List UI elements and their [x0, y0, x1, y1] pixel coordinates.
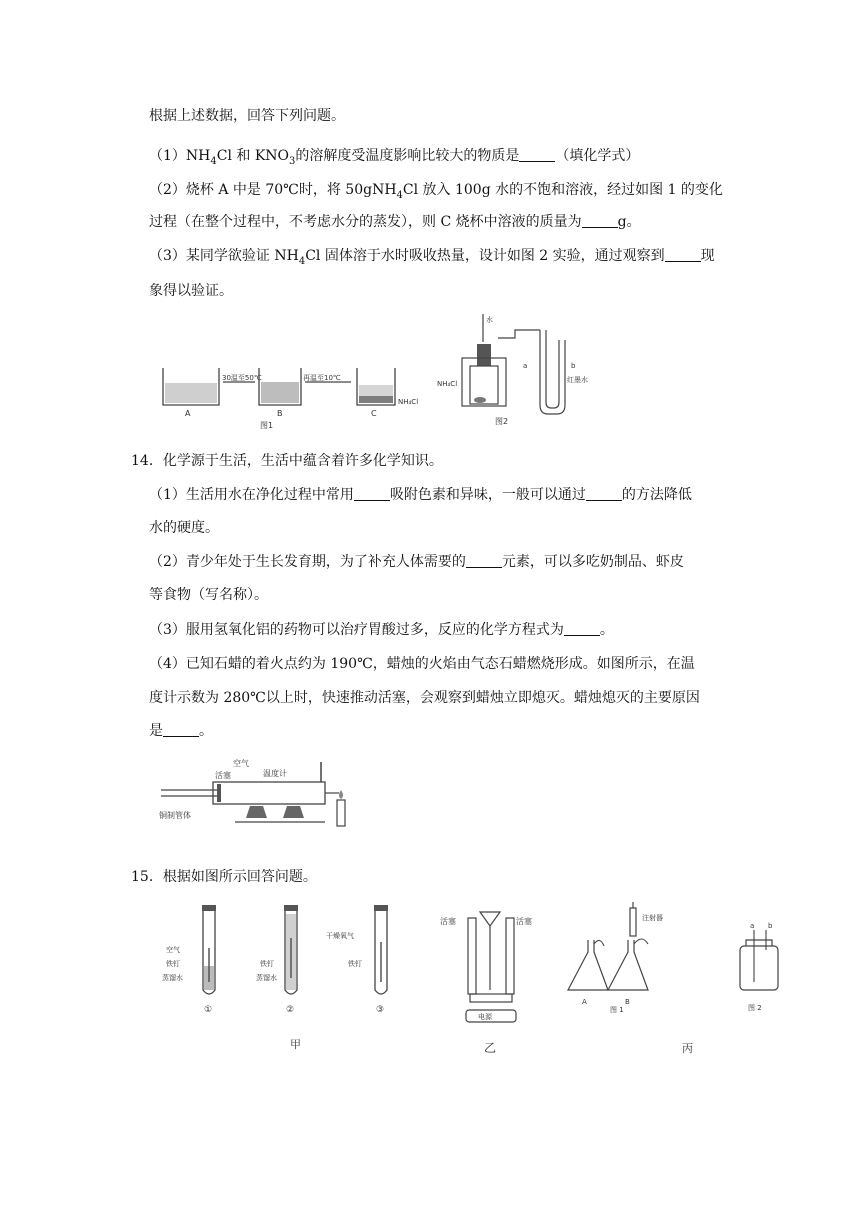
nh4cl-label-c: NH₄Cl: [398, 398, 419, 406]
step1-label: 30温至50℃: [222, 374, 262, 382]
q13-part2-line2: 过程（在整个过程中，不考虑水分的蒸发），则 C 烧杯中溶液的质量为 g。: [149, 214, 641, 230]
flask-a-label: A: [582, 998, 587, 1006]
q13-part3-line2: 象得以验证。: [149, 283, 233, 299]
nail-label-1: 铁钉: [166, 960, 180, 968]
piston-right-label: 活塞: [516, 917, 532, 926]
beaker-c-label: C: [371, 409, 377, 418]
port-a-label: a: [750, 922, 755, 930]
q14-title: 14．化学源于生活，生活中蕴含着许多化学知识。: [131, 453, 443, 469]
q13-part2-line1: （2）烧杯 A 中是 70℃时，将 50gNH$_4$Cl 放入 100g 水的不饱和溶液，经过如图 1 的变化: [149, 182, 723, 201]
q13-figure: [155, 310, 605, 435]
copper-tube-label: 铜制管体: [159, 811, 191, 820]
figure2-caption: 图 2: [748, 1004, 762, 1012]
group-yi-label: 乙: [484, 1041, 497, 1055]
piston-left-label: 活塞: [440, 917, 456, 926]
water-label-2: 蒸馏水: [256, 974, 277, 982]
answer-blank[interactable]: [466, 553, 502, 568]
tube-number-2: ②: [286, 1005, 295, 1015]
red-ink-label: 红墨水: [567, 376, 588, 384]
beaker-a-label: A: [185, 409, 191, 418]
q14-part4-line1: （4）已知石蜡的着火点约为 190℃，蜡烛的火焰由气态石蜡燃烧形成。如图所示，在温: [149, 656, 695, 672]
intro-text: 根据上述数据，回答下列问题。: [149, 108, 345, 124]
answer-blank[interactable]: [586, 486, 622, 501]
nail-label-3: 铁钉: [348, 960, 362, 968]
nh4cl-label: NH₄Cl: [437, 380, 458, 388]
beaker-c-icon: [357, 368, 395, 405]
q15-figure: [148, 900, 788, 1060]
figure2-caption: 图2: [495, 417, 509, 426]
thermometer-label: 温度计: [263, 769, 287, 778]
flask-apparatus-icon: [462, 314, 565, 414]
q14-part4-line3: 是 。: [149, 723, 213, 739]
group-jia-label: 甲: [290, 1038, 301, 1051]
q13-part3-line1: （3）某同学欲验证 $NH_4Cl$ 固体溶于水时吸收热量，设计如图 2 实验，通过观察到 现: [149, 248, 715, 267]
dry-oxygen-label: 干燥氧气: [326, 932, 354, 940]
beaker-a-icon: [163, 368, 219, 405]
water-label: 水: [486, 316, 493, 324]
tube-label-b: b: [571, 362, 576, 370]
step2-label: 再温至10℃: [303, 374, 341, 382]
gas-bottle-icon: [740, 930, 778, 990]
answer-blank[interactable]: [163, 722, 199, 737]
tube-label-a: a: [523, 362, 528, 370]
q14-part1-line2: 水的硬度。: [149, 520, 219, 536]
q14-part2-line2: 等食物（写名称）。: [149, 587, 268, 603]
port-b-label: b: [768, 922, 773, 930]
q14-part3: （3）服用氢氧化铝的药物可以治疗胃酸过多，反应的化学方程式为 。: [149, 622, 614, 638]
test-tube-2-icon: [284, 905, 298, 994]
test-tube-1-icon: [202, 905, 216, 994]
flask-a-icon: [568, 940, 608, 990]
flask-b-label: B: [625, 998, 630, 1006]
answer-blank[interactable]: [519, 147, 555, 162]
figure1-caption: 图 1: [610, 1006, 624, 1014]
q15-title: 15．根据如图所示回答问题。: [131, 869, 317, 885]
power-label: 电源: [478, 1013, 492, 1021]
beaker-b-icon: [259, 368, 301, 405]
answer-blank[interactable]: [564, 621, 600, 636]
answer-blank[interactable]: [354, 486, 390, 501]
group-bing-label: 丙: [682, 1042, 693, 1055]
air-label: 空气: [233, 759, 249, 768]
q14-part4-line2: 度计示数为 280℃以上时，快速推动活塞，会观察到蜡烛立即熄灭。蜡烛熄灭的主要原因: [149, 690, 700, 706]
electrolysis-apparatus-icon: [466, 912, 516, 1022]
q14-part1-line1: （1）生活用水在净化过程中常用 吸附色素和异味，一般可以通过 的方法降低: [149, 487, 692, 503]
piston-label: 活塞: [215, 771, 231, 780]
q14-figure: [155, 752, 365, 840]
syringe-label: 注射器: [642, 914, 663, 922]
answer-blank[interactable]: [665, 247, 701, 262]
air-label: 空气: [166, 946, 180, 954]
tube-number-3: ③: [376, 1005, 385, 1015]
tube-number-1: ①: [204, 1005, 213, 1015]
q14-part2-line1: （2）青少年处于生长发育期，为了补充人体需要的 元素，可以多吃奶制品、虾皮: [149, 554, 684, 570]
test-tube-3-icon: [374, 905, 388, 994]
water-label-1: 蒸馏水: [162, 974, 183, 982]
beaker-b-label: B: [277, 409, 283, 418]
nail-label-2: 铁钉: [260, 960, 274, 968]
figure1-caption: 图1: [260, 421, 274, 430]
q13-part1: $(1)NH_4Cl$ 和 $KNO_3$的溶解度受温度影响比较大的物质是 （填化学式）: [149, 148, 640, 167]
answer-blank[interactable]: [582, 213, 618, 228]
